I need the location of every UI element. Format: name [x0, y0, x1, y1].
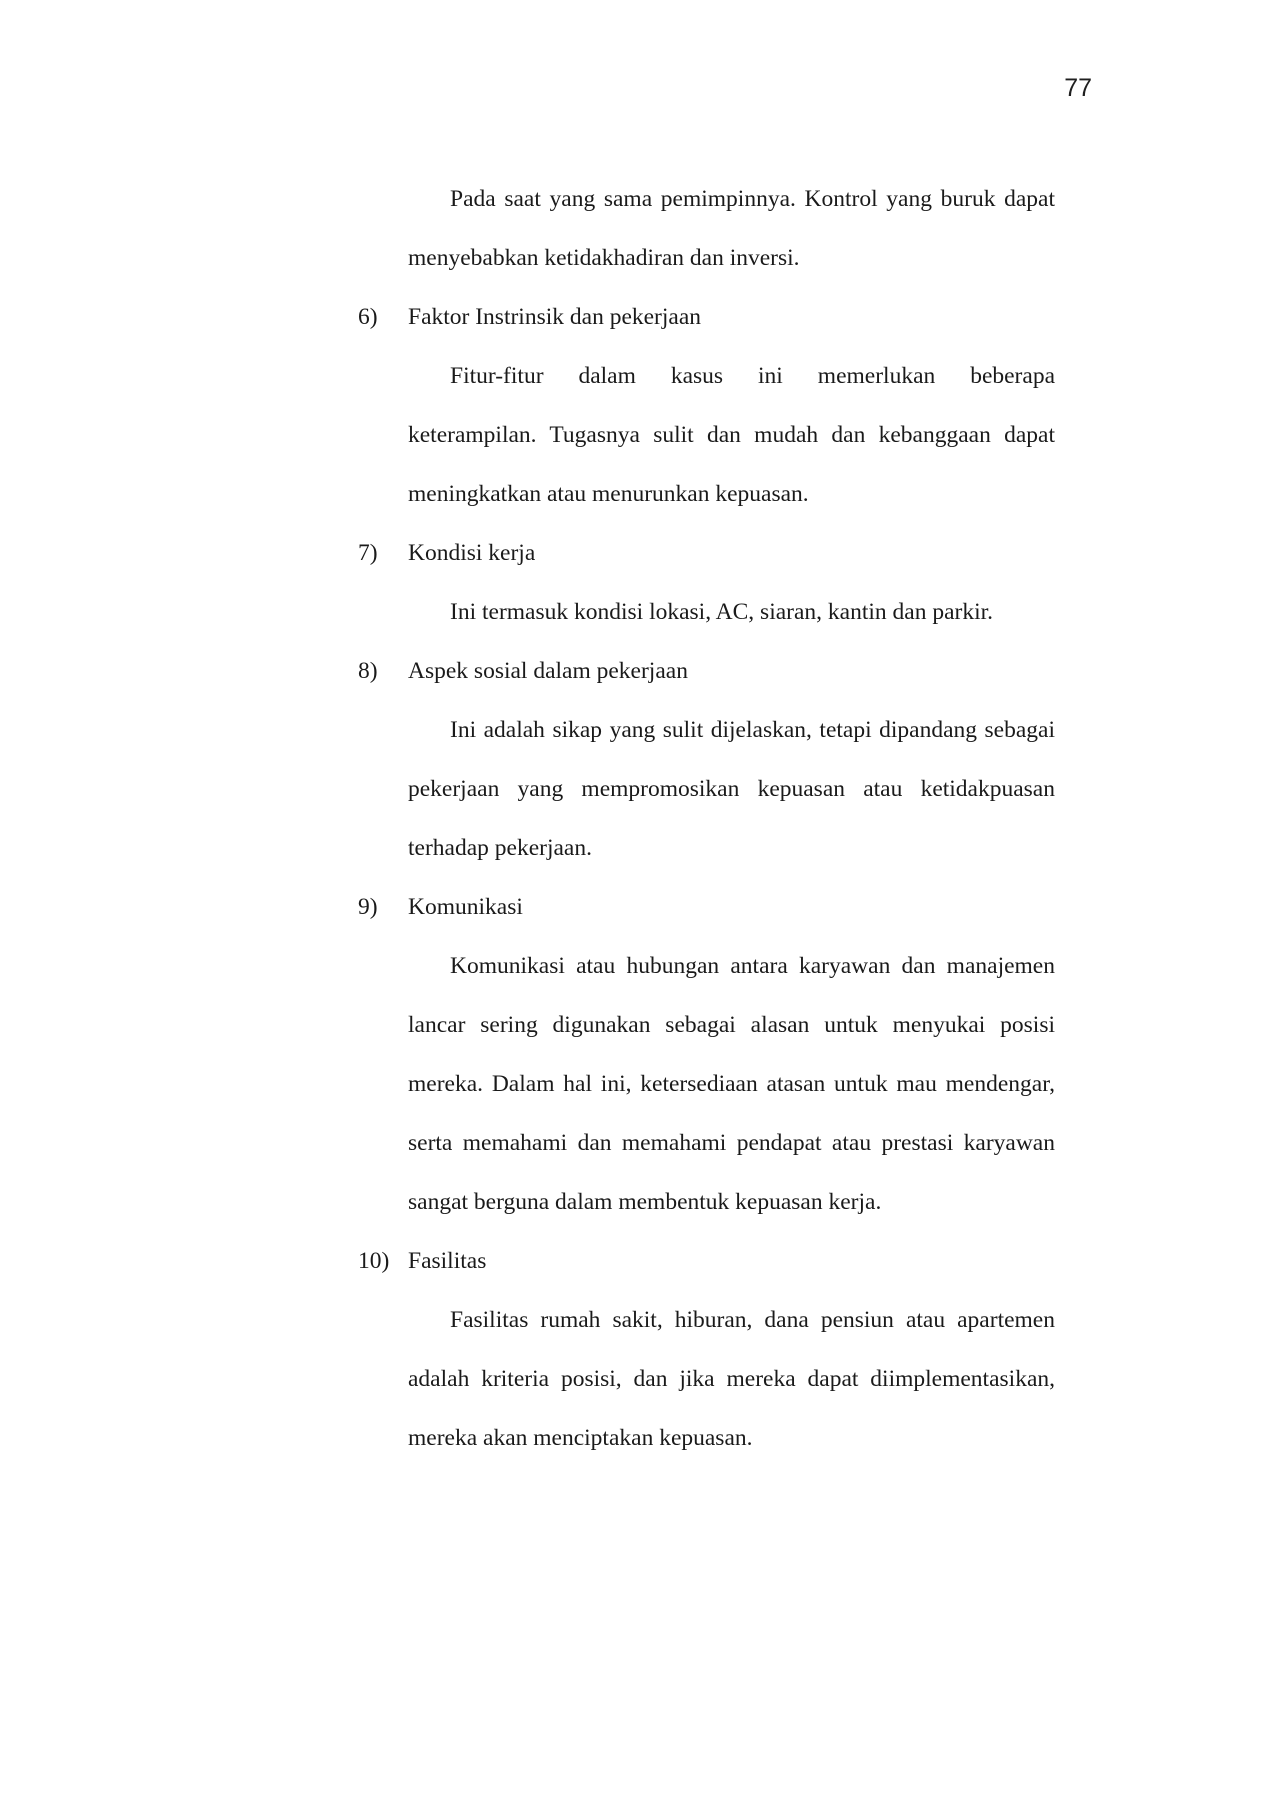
- text-line: Pada saat yang sama pemimpinnya. Kontrol yang buruk dapat: [450, 186, 1055, 212]
- list-item-number: 9): [358, 894, 378, 920]
- list-item: [358, 878, 1055, 937]
- list-item: [358, 642, 1055, 701]
- list-item: [358, 524, 1055, 583]
- page-body: [358, 170, 1055, 1468]
- text-line: Ini adalah sikap yang sulit dijelaskan, tetapi dipandang sebagai: [450, 717, 1055, 743]
- text-line: Fasilitas rumah sakit, hiburan, dana pensiun atau apartemen: [450, 1307, 1055, 1333]
- text-line: terhadap pekerjaan.: [408, 835, 592, 861]
- list-item-number: 8): [358, 658, 378, 684]
- text-line: mereka akan menciptakan kepuasan.: [408, 1425, 753, 1451]
- text-line: Komunikasi atau hubungan antara karyawan dan manajemen: [450, 953, 1055, 979]
- text-line: serta memahami dan memahami pendapat atau prestasi karyawan: [408, 1130, 1055, 1156]
- text-line: keterampilan. Tugasnya sulit dan mudah dan kebanggaan dapat: [408, 422, 1055, 448]
- page-number: 77: [1064, 74, 1092, 102]
- text-line: Ini termasuk kondisi lokasi, AC, siaran, kantin dan parkir.: [450, 599, 994, 625]
- text-line: pekerjaan yang mempromosikan kepuasan atau ketidakpuasan: [408, 776, 1055, 802]
- list-item-number: 7): [358, 540, 378, 566]
- text-line: meningkatkan atau menurunkan kepuasan.: [408, 481, 809, 507]
- list-item-title: Aspek sosial dalam pekerjaan: [408, 658, 688, 684]
- text-line: mereka. Dalam hal ini, ketersediaan atasan untuk mau mendengar,: [408, 1071, 1055, 1097]
- list-item-title: Komunikasi: [408, 894, 523, 920]
- text-line: adalah kriteria posisi, dan jika mereka dapat diimplementasikan,: [408, 1366, 1055, 1392]
- text-line: sangat berguna dalam membentuk kepuasan kerja.: [408, 1189, 882, 1215]
- list-item: [358, 1232, 1055, 1291]
- text-line: lancar sering digunakan sebagai alasan untuk menyukai posisi: [408, 1012, 1055, 1038]
- list-item-title: Kondisi kerja: [408, 540, 536, 566]
- list-item-number: 10): [358, 1248, 390, 1274]
- list-item-title: Faktor Instrinsik dan pekerjaan: [408, 304, 702, 330]
- list-item-title: Fasilitas: [408, 1248, 487, 1274]
- text-line: Fitur-fitur dalam kasus ini memerlukan beberapa: [450, 363, 1055, 389]
- list-item-number: 6): [358, 304, 378, 330]
- text-line: menyebabkan ketidakhadiran dan inversi.: [408, 245, 800, 271]
- list-item: [358, 288, 1055, 347]
